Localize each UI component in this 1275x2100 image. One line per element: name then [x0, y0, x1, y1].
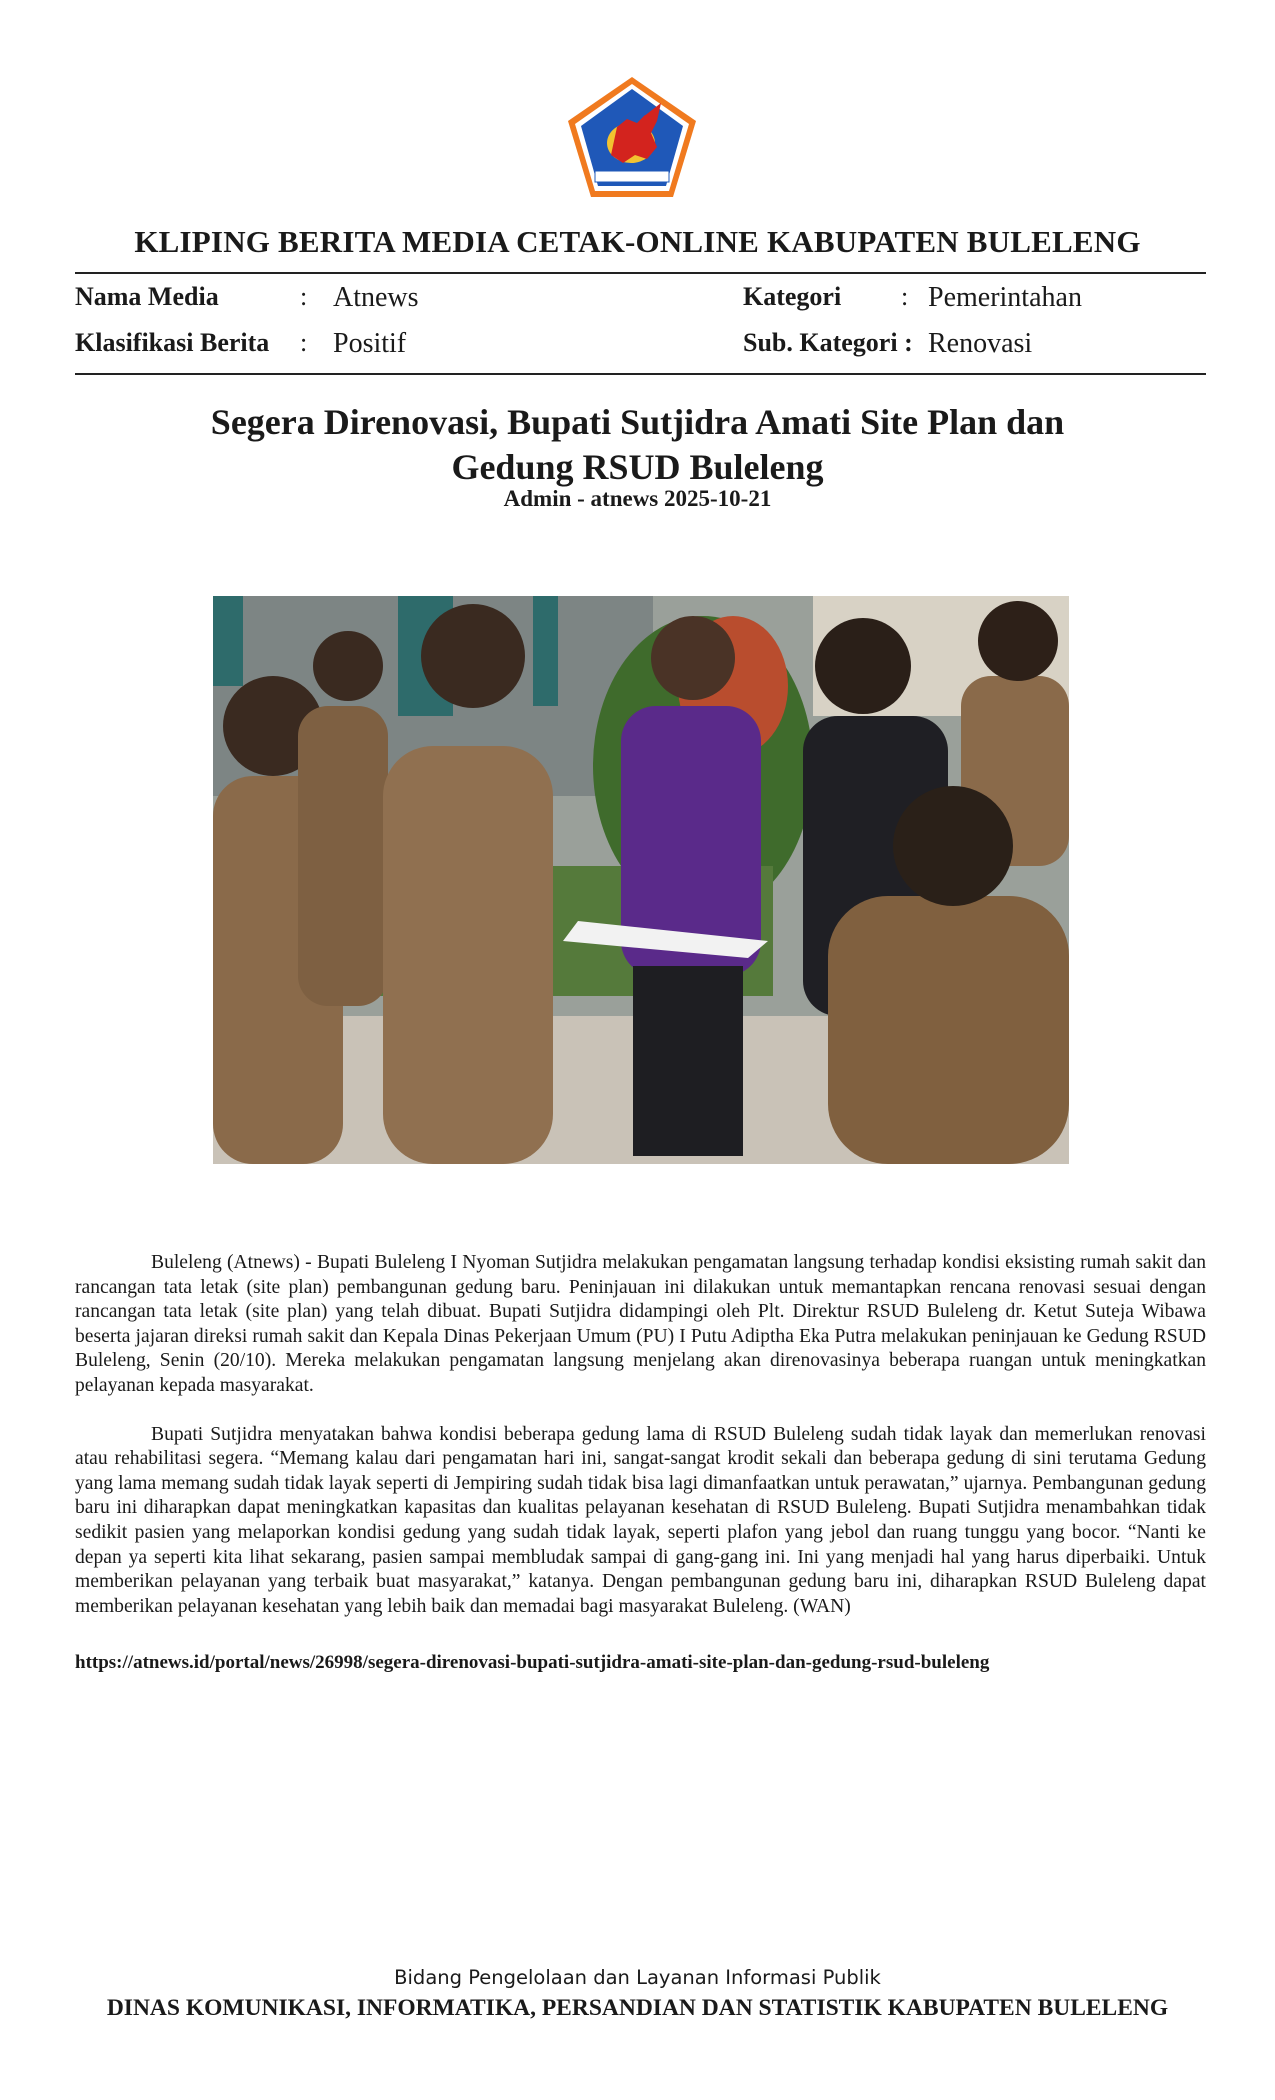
header-rule-top	[75, 272, 1206, 274]
article-paragraph-2: Bupati Sutjidra menyatakan bahwa kondisi beberapa gedung lama di RSUD Buleleng sudah tidak layak dan memerlukan renovasi atau rehabilitasi segera. “Memang kalau dari pengamatan hari ini, sangat-sangat krodit sekali dan beberapa gedung di sini terutama Gedung yang lama memang sudah tidak layak seperti di Jempiring sudah tidak bisa lagi dimanfaatkan untuk perawatan,” ujarnya. Pembangunan gedung baru ini diharapkan dapat meningkatkan kapasitas dan kualitas pelayanan kesehatan di RSUD Buleleng. Bupati Sutjidra menambahkan tidak sedikit pasien yang melaporkan kondisi gedung yang sudah tidak layak, seperti plafon yang jebol dan ruang tunggu yang bocor. “Nanti ke depan ya seperti kita lihat sekarang, pasien sampai membludak sampai di gang-gang ini. Ini yang menjadi hal yang harus diperbaiki. Untuk memberikan pelayanan yang terbaik buat masyarakat,” katanya. Dengan pembangunan gedung baru ini, diharapkan RSUD Buleleng dapat memberikan pelayanan kesehatan yang lebih baik dan memadai bagi masyarakat Buleleng. (WAN)	[75, 1423, 1206, 1617]
article-byline: Admin - atnews 2025-10-21	[503, 486, 772, 511]
subkategori-label: Sub. Kategori :	[743, 328, 913, 357]
news-photo	[213, 596, 1069, 1164]
klasifikasi-separator: :	[300, 328, 308, 357]
meta-row-media	[75, 282, 1206, 318]
footer-division: Bidang Pengelolaan dan Layanan Informasi Publik	[394, 1966, 881, 1989]
klasifikasi-value: Positif	[333, 328, 407, 359]
article-paragraph-1: Buleleng (Atnews) - Bupati Buleleng I Nyoman Sutjidra melakukan pengamatan langsung terhadap kondisi eksisting rumah sakit dan rancangan tata letak (site plan) pembangunan gedung baru. Peninjauan ini dilakukan untuk memantapkan rencana renovasi sesuai dengan rancangan tata letak (site plan) yang telah dibuat. Bupati Sutjidra didampingi oleh Plt. Direktur RSUD Buleleng dr. Ketut Suteja Wibawa beserta jajaran direksi rumah sakit dan Kepala Dinas Pekerjaan Umum (PU) I Putu Adiptha Eka Putra melakukan peninjauan ke Gedung RSUD Buleleng, Senin (20/10). Mereka melakukan pengamatan langsung menjelang akan direnovasinya beberapa ruangan untuk meningkatkan pelayanan kepada masyarakat.	[75, 1252, 1206, 1396]
subkategori-value: Renovasi	[928, 328, 1033, 359]
media-label: Nama Media	[75, 282, 219, 311]
klasifikasi-label: Klasifikasi Berita	[75, 328, 270, 357]
article-headline	[175, 400, 1100, 490]
media-separator: :	[300, 282, 308, 311]
source-link[interactable]: https://atnews.id/portal/news/26998/segera-direnovasi-bupati-sutjidra-amati-site-plan-dan-gedung-rsud-buleleng	[75, 1652, 990, 1673]
media-value: Atnews	[333, 282, 419, 313]
kategori-separator: :	[901, 282, 909, 311]
kategori-label: Kategori	[743, 282, 842, 311]
document-title: KLIPING BERITA MEDIA CETAK-ONLINE KABUPATEN BULELENG	[134, 224, 1141, 259]
article-body	[75, 1251, 1206, 1643]
header-rule-bottom	[75, 373, 1206, 375]
headline-line-1: Segera Direnovasi, Bupati Sutjidra Amati Site Plan dan	[210, 402, 1065, 442]
kategori-value: Pemerintahan	[928, 282, 1082, 313]
buleleng-regency-logo	[565, 75, 699, 200]
footer-agency: DINAS KOMUNIKASI, INFORMATIKA, PERSANDIAN DAN STATISTIK KABUPATEN BULELENG	[106, 1995, 1169, 2021]
meta-row-klasifikasi	[75, 328, 1206, 364]
headline-line-2: Gedung RSUD Buleleng	[451, 447, 824, 487]
